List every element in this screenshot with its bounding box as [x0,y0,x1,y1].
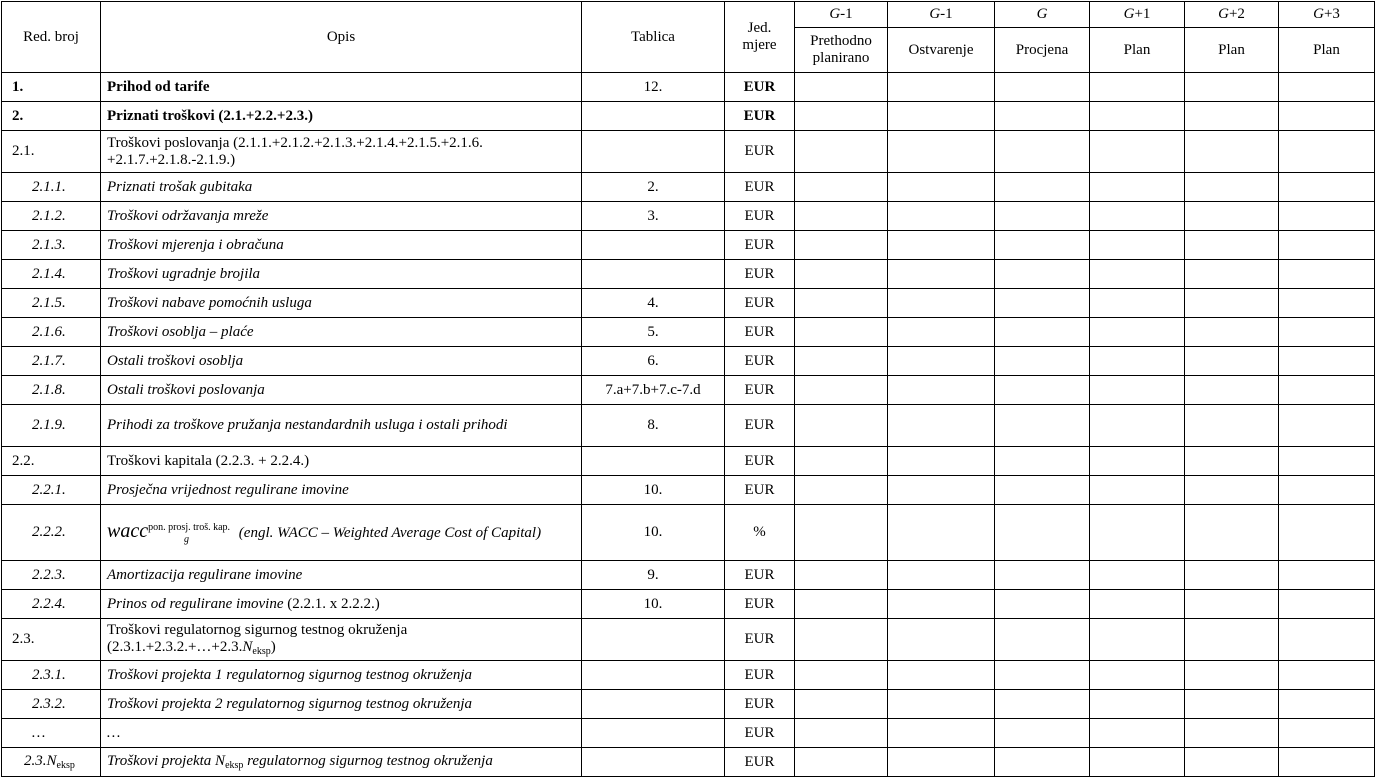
value-cell [995,690,1090,719]
value-cell [995,376,1090,405]
row-number: … [2,719,101,748]
value-cell [1185,260,1279,289]
value-cell [1090,505,1185,561]
value-cell [888,173,995,202]
row-description: Amortizacija regulirane imovine [101,561,582,590]
value-cell [1279,347,1375,376]
table-row [2,447,1375,476]
description-line1: Troškovi regulatornog sigurnog testnog okruženja [107,622,408,638]
value-cell [1279,619,1375,661]
row-table-ref [582,719,725,748]
value-cell [995,447,1090,476]
row-number: 2.1. [2,131,101,173]
value-cell [795,73,888,102]
value-cell [1090,661,1185,690]
row-number: 1. [2,73,101,102]
row-unit: EUR [725,690,795,719]
value-cell [1090,73,1185,102]
value-cell [995,318,1090,347]
period-year: G+2 [1185,2,1279,28]
value-cell [1090,376,1185,405]
row-description: Troškovi kapitala (2.2.3. + 2.2.4.) [101,447,582,476]
description-formula: (2.2.1. x 2.2.2.) [287,595,380,612]
value-cell [1279,131,1375,173]
value-cell [1279,318,1375,347]
value-cell [888,202,995,231]
row-number: 2.1.7. [2,347,101,376]
row-description: Troškovi projekta 1 regulatornog sigurnog testnog okruženja [101,661,582,690]
value-cell [888,231,995,260]
period-year: G+3 [1279,2,1375,28]
value-cell [1279,231,1375,260]
value-cell [995,202,1090,231]
value-cell [888,476,995,505]
wacc-description: (engl. WACC – Weighted Average Cost of Capital) [238,524,542,541]
value-cell [795,173,888,202]
row-number: 2.2. [2,447,101,476]
row-number: 2.1.9. [2,405,101,447]
row-description: Priznati troškovi (2.1.+2.2.+2.3.) [101,102,582,131]
table-row [2,102,1375,131]
value-cell [1090,102,1185,131]
value-cell [995,719,1090,748]
row-table-ref: 10. [582,476,725,505]
row-description: Prihodi za troškove pružanja nestandardnih usluga i ostali prihodi [101,405,582,447]
row-unit: EUR [725,376,795,405]
period-label: Plan [1279,28,1375,73]
value-cell [888,748,995,777]
row-number: 2.3.1. [2,661,101,690]
value-cell [1090,173,1185,202]
row-number: 2.1.5. [2,289,101,318]
period-year: G-1 [795,2,888,28]
value-cell [888,447,995,476]
value-cell [995,131,1090,173]
value-cell [1090,590,1185,619]
value-cell [1279,202,1375,231]
value-cell [995,231,1090,260]
row-unit: EUR [725,260,795,289]
value-cell [1090,447,1185,476]
value-cell [795,690,888,719]
row-number: 2.3.2. [2,690,101,719]
row-description: Troškovi projekta 2 regulatornog sigurnog testnog okruženja [101,690,582,719]
row-table-ref [582,260,725,289]
value-cell [1185,289,1279,318]
table-row [2,719,1375,748]
table-row [2,73,1375,102]
value-cell [795,289,888,318]
value-cell [995,476,1090,505]
row-description: Troškovi održavanja mreže [101,202,582,231]
value-cell [995,102,1090,131]
row-table-ref [582,231,725,260]
row-description: Troškovi osoblja – plaće [101,318,582,347]
table-row [2,561,1375,590]
row-description: Troškovi mjerenja i obračuna [101,231,582,260]
row-number: 2.1.1. [2,173,101,202]
value-cell [888,131,995,173]
value-cell [1279,476,1375,505]
value-cell [1185,102,1279,131]
value-cell [1090,748,1185,777]
value-cell [1090,202,1185,231]
value-cell [1185,131,1279,173]
value-cell [888,405,995,447]
value-cell [795,719,888,748]
row-number: 2.1.4. [2,260,101,289]
row-description: Troškovi nabave pomoćnih usluga [101,289,582,318]
value-cell [795,447,888,476]
value-cell [1185,405,1279,447]
value-cell [1279,748,1375,777]
row-description: Ostali troškovi osoblja [101,347,582,376]
value-cell [1185,318,1279,347]
row-unit: EUR [725,202,795,231]
row-unit: EUR [725,173,795,202]
row-number: $2.3.N_{eksp}$ [2,748,101,777]
row-number: 2.2.1. [2,476,101,505]
value-cell [1185,202,1279,231]
value-cell [795,318,888,347]
value-cell [795,748,888,777]
row-description: Ostali troškovi poslovanja [101,376,582,405]
value-cell [1185,347,1279,376]
table-row [2,405,1375,447]
value-cell [1090,405,1185,447]
table-row [2,376,1375,405]
table-row [2,289,1375,318]
row-table-ref [582,690,725,719]
value-cell [888,376,995,405]
wacc-superscript: pon. prosj. troš. kap. [148,521,231,533]
row-table-ref: 10. [582,590,725,619]
value-cell [1185,619,1279,661]
value-cell [795,661,888,690]
value-cell [995,405,1090,447]
row-unit: EUR [725,405,795,447]
value-cell [1185,376,1279,405]
table-row [2,173,1375,202]
period-label: Plan [1185,28,1279,73]
row-table-ref [582,131,725,173]
row-description: … [101,719,582,748]
row-unit: EUR [725,476,795,505]
value-cell [795,619,888,661]
value-cell [888,690,995,719]
col-red-broj: Red. broj [2,2,101,73]
row-unit: EUR [725,231,795,260]
value-cell [995,260,1090,289]
table-row [2,347,1375,376]
row-description: Priznati trošak gubitaka [101,173,582,202]
value-cell [1185,561,1279,590]
table-row [2,661,1375,690]
value-cell [795,476,888,505]
value-cell [1185,690,1279,719]
n-symbol: N [242,639,253,655]
value-cell [1279,447,1375,476]
description-line2: (2.3.1.+2.3.2.+…+2.3. [107,639,243,655]
value-cell [795,505,888,561]
value-cell [888,73,995,102]
value-cell [1185,590,1279,619]
value-cell [888,561,995,590]
table-row [2,318,1375,347]
value-cell [1090,289,1185,318]
row-description [101,590,582,619]
row-table-ref: 12. [582,73,725,102]
value-cell [795,376,888,405]
period-label: Procjena [995,28,1090,73]
value-cell [1279,690,1375,719]
value-cell [1090,561,1185,590]
table-row [2,505,1375,561]
value-cell [1090,231,1185,260]
row-description: Troškovi projekta $N_{eksp}$ regulatornog sigurnog testnog okruženja [101,748,582,777]
row-table-ref [582,661,725,690]
row-number: 2.2.4. [2,590,101,619]
period-label: Plan [1090,28,1185,73]
value-cell [1279,405,1375,447]
value-cell [1090,690,1185,719]
row-number: 2.2.3. [2,561,101,590]
value-cell [795,405,888,447]
period-year: G-1 [888,2,995,28]
row-description: Prihod od tarife [101,73,582,102]
row-unit: EUR [725,73,795,102]
value-cell [995,619,1090,661]
value-cell [888,590,995,619]
row-unit: EUR [725,661,795,690]
row-number: 2.2.2. [2,505,101,561]
value-cell [1090,131,1185,173]
value-cell [995,748,1090,777]
eksp-subscript: eksp [225,760,244,771]
row-unit: EUR [725,748,795,777]
value-cell [1185,231,1279,260]
row-table-ref: 7.a+7.b+7.c-7.d [582,376,725,405]
value-cell [795,347,888,376]
value-cell [888,318,995,347]
eksp-subscript: eksp [252,646,271,657]
row-unit: EUR [725,590,795,619]
row-number: 2.1.8. [2,376,101,405]
period-label: Prethodno planirano [795,28,888,73]
value-cell [995,347,1090,376]
row-number: 2.1.3. [2,231,101,260]
row-number: 2. [2,102,101,131]
value-cell [888,505,995,561]
close-paren: ) [270,639,276,655]
row-table-ref [582,619,725,661]
row-table-ref: 10. [582,505,725,561]
row-table-ref [582,748,725,777]
value-cell [1279,561,1375,590]
value-cell [1279,661,1375,690]
table-row [2,202,1375,231]
description-italic: Prinos od regulirane imovine [107,595,284,612]
value-cell [795,260,888,289]
value-cell [888,619,995,661]
value-cell [995,289,1090,318]
table-row [2,131,1375,173]
col-tablica: Tablica [582,2,725,73]
value-cell [1279,289,1375,318]
value-cell [1279,590,1375,619]
value-cell [1185,748,1279,777]
value-cell [795,131,888,173]
row-unit: EUR [725,318,795,347]
table-row [2,619,1375,661]
value-cell [1185,719,1279,748]
value-cell [888,719,995,748]
eksp-subscript: eksp [56,760,75,771]
row-unit: % [725,505,795,561]
table-row [2,260,1375,289]
row-table-ref [582,447,725,476]
value-cell [888,260,995,289]
row-unit: EUR [725,347,795,376]
value-cell [1185,661,1279,690]
row-number: 2.1.6. [2,318,101,347]
row-description: Troškovi poslovanja (2.1.1.+2.1.2.+2.1.3.+2.1.4.+2.1.5.+2.1.6. +2.1.7.+2.1.8.-2.1.9.) [101,131,582,173]
row-table-ref [582,102,725,131]
col-jed-mjere: Jed. mjere [725,2,795,73]
value-cell [1279,719,1375,748]
cost-table [1,1,1375,777]
table-row [2,476,1375,505]
value-cell [1090,260,1185,289]
period-label: Ostvarenje [888,28,995,73]
value-cell [1090,318,1185,347]
value-cell [1185,73,1279,102]
table-header [2,2,1375,73]
value-cell [1279,505,1375,561]
row-unit: EUR [725,619,795,661]
value-cell [795,590,888,619]
table-row [2,590,1375,619]
row-unit: EUR [725,561,795,590]
value-cell [1279,73,1375,102]
value-cell [795,202,888,231]
value-cell [995,73,1090,102]
value-cell [1185,476,1279,505]
value-cell [1279,260,1375,289]
row-unit: EUR [725,719,795,748]
value-cell [795,231,888,260]
row-description [101,619,582,661]
period-year: G+1 [1090,2,1185,28]
row-unit: EUR [725,131,795,173]
period-year: G [995,2,1090,28]
row-description [101,505,582,561]
value-cell [1090,476,1185,505]
value-cell [1279,173,1375,202]
wacc-subscript: g [184,533,190,545]
row-table-ref: 9. [582,561,725,590]
row-unit: EUR [725,289,795,318]
value-cell [795,102,888,131]
wacc-symbol: wacc [107,519,149,542]
value-cell [1090,719,1185,748]
table-row [2,690,1375,719]
row-description: Troškovi ugradnje brojila [101,260,582,289]
value-cell [995,561,1090,590]
table-row [2,231,1375,260]
value-cell [888,661,995,690]
row-table-ref: 5. [582,318,725,347]
row-unit: EUR [725,102,795,131]
value-cell [1185,505,1279,561]
value-cell [1185,173,1279,202]
value-cell [1185,447,1279,476]
value-cell [995,173,1090,202]
row-table-ref: 8. [582,405,725,447]
table-row [2,748,1375,777]
row-table-ref: 2. [582,173,725,202]
row-unit: EUR [725,447,795,476]
value-cell [1279,102,1375,131]
value-cell [1090,619,1185,661]
value-cell [888,289,995,318]
row-table-ref: 3. [582,202,725,231]
row-table-ref: 4. [582,289,725,318]
row-number: 2.1.2. [2,202,101,231]
table-body [2,73,1375,777]
value-cell [1090,347,1185,376]
value-cell [888,102,995,131]
value-cell [995,505,1090,561]
value-cell [995,590,1090,619]
col-opis: Opis [101,2,582,73]
value-cell [888,347,995,376]
value-cell [795,561,888,590]
row-table-ref: 6. [582,347,725,376]
row-number: 2.3. [2,619,101,661]
value-cell [995,661,1090,690]
value-cell [1279,376,1375,405]
row-description: Prosječna vrijednost regulirane imovine [101,476,582,505]
